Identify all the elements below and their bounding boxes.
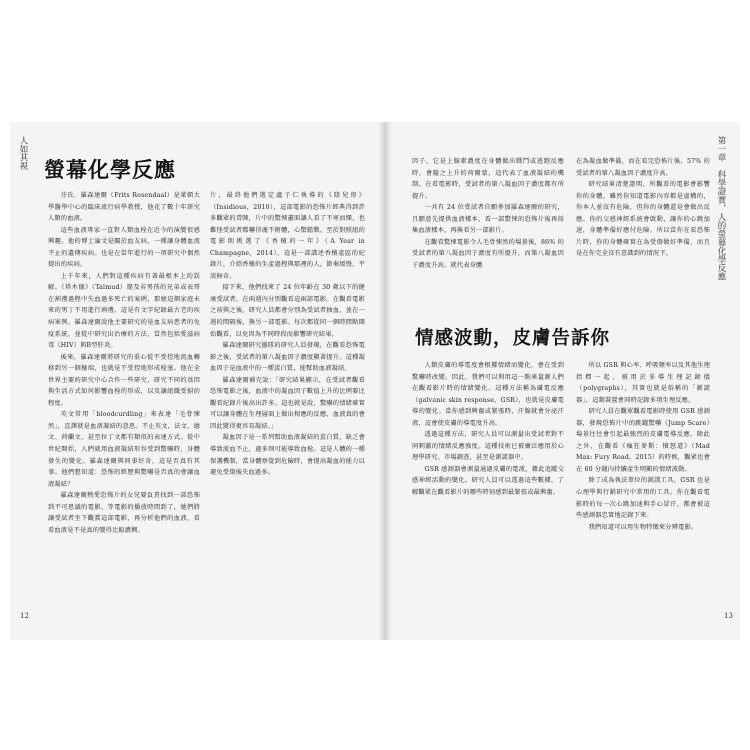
paragraph: 這些血液專家一直對人類血栓在近今的演變很感興趣。他的博士論文是關於血友病，一種讓身體血流不止的遺傳疾病。也是在當年進行的一項研究中偶然提出的疾病。 <box>48 226 200 269</box>
right-column-2-top <box>576 156 710 306</box>
book-gutter <box>378 122 392 640</box>
chapter-section-heading: 螢幕化學反應 <box>44 157 176 182</box>
paragraph: 我們知道可以用生物特徵來分辨電影。 <box>588 523 698 531</box>
paragraph: 除了成為執法單位的測謊工具，GSR 也是心理學與行銷研究中常用的工具。你在觀看電影時的每一次心跳加速與手心冒汗，都會被這些感測器忠實地記錄下來。 <box>576 477 710 520</box>
left-running-head: 人如其視 <box>18 136 28 170</box>
left-column-1 <box>48 190 200 536</box>
right-column-2-bottom <box>576 360 710 622</box>
paragraph: 芬氏．羅森達爾（Frits Rosendaal）是萊頓大學醫學中心的臨床流行病學教授，他花了數十年研究人類的血液。 <box>48 192 200 223</box>
right-column-1-bottom <box>412 360 564 622</box>
paragraph: 接下來，他們找來了 24 位年齡在 30 歲以下的健康受試者，在兩週內分別觀看這兩部電影。在觀看電影之前與之後，研究人員都會分別為受試者抽血，並在一週的間隔後，換另一部電影。每次都從同一個時間點開始觀看，以免因為不同時段而影響研究結果。 <box>210 284 365 338</box>
paragraph: 羅森達爾熱愛恐怖片的女兒要負責找到一部恐怖到不可思議的電影，等電影的播放時間到了，她們將讓受試者坐下觀賞這部電影，再分析他們的血液，看看血液是不是真的變得比較濃稠。 <box>48 492 200 534</box>
paragraph: 研究結果清楚證明，所觀看的電影會影響你的身體，雖然你知道電影內容都是虛構的，你本人並沒有危險，但你的身體還是會做出反應。你的交感神經系統會啟動，讓你的心跳加速，身體準備好應付危險。所以當你在看恐怖片時，你的身體確實在為受傷做好準備，而且是在你完全沒有意識到的情況下。 <box>576 181 710 258</box>
paragraph: 人類皮膚的導電度會根據情緒而變化，會在受到驚嚇時改變。因此，我們可以利用這一點來量測人們在觀看影片時的情緒變化。這種方法稱為膚電反應（galvanic skin response，GSR），也就是皮膚電導的變化。當你感到興奮或緊張時，汗腺就會分泌汗液，這會使皮膚的導電度升高。 <box>412 362 564 427</box>
paragraph: 片，最終他們選定盧子仁執導的《陰兒房》（Insidious，2010），這部電影的恐怖片經典得到許多觀眾的青睞，片中的驚悚畫面讓人看了不寒而慄，也難怪受試者都嚇得魂不附體，心驚膽戰。至於對照組的電影則挑選了《香檳的一年》（A Year in Champagne，2014），這是一部講述香檳產區的紀錄片，介紹香檳的生產過程與那裡的人，節奏緩慢，平淡無奇。 <box>210 192 365 280</box>
right-running-head: 第一章 科學證實，人的螢幕化學反應 <box>716 136 726 281</box>
left-page-number: 12 <box>20 612 29 620</box>
paragraph: 透過這種方法，研究人員可以測量出受試者對不同刺激的情緒反應強度。這種技術已被廣泛應用於心理學研究、市場調查，甚至是測謊器中。 <box>412 431 564 462</box>
paragraph: 凝血因子是一系列幫助血液凝結的蛋白質，缺乏會導致流血不止，過多則可能導致血栓。這是人體的一種保護機制，當身體察覺到危險時，會提高凝血的能力以避免受傷後失血過多。 <box>210 434 365 477</box>
left-column-2 <box>210 190 365 479</box>
right-page-number: 13 <box>724 612 733 620</box>
paragraph: 因子，它是上腺素濃度在身體做出戰鬥或逃跑反應時，會隨之上升的荷爾蒙，這代表了血液凝結的機制。在看電影時，受試者的第八凝血因子濃度都有所提升。 <box>412 158 564 200</box>
paragraph: 羅森達爾補充說：「研究結果顯示，在受試者觀看恐怖電影之後，血液中的凝血因子數值上升的比例要比觀看紀錄片後高出許多。這也就是說，驚嚇的情緒確實可以讓身體在生理層面上做出相應的反應，血液真的會因此變得更容易凝結。」 <box>210 376 365 430</box>
paragraph: 上千年來，人們對這種疾病有著最根本上的誤解。《塔木德》（Talmud）提及若男孩的兄弟或表哥在割禮過程中失血過多死亡的案例，那麼這個家庭未來的男丁不用進行割禮。這是有文字紀錄最古老的疾病案例。羅森達爾說他主要研究的是血友病患者的免疫系統，並從中研究出治療的方法，當然包括愛滋病毒（HIV）與B型肝炎。 <box>48 272 200 350</box>
paragraph: 一共有 24 位受試者自願參加羅森達爾的研究，且願意先提供血液樣本，看一部驚悚的恐怖片後再採集血液樣本，再換看另一部影片。 <box>412 204 564 235</box>
paragraph: 後來，羅森達爾將研究的重心從不受控地流血轉移到另一個極端，也就是不受控地形成栓塞。他在全世界主要的研究中心合作一些研究，研究不同的基因與生活方式如何影響血栓的形成，以及讓組織受損的程度。 <box>48 353 200 407</box>
section-heading: 情感波動，皮膚告訴你 <box>415 328 611 349</box>
book-spread <box>10 122 740 640</box>
paragraph: 英文常用「bloodcurdling」來表達「毛骨悚然」，直譯就是血液凝結的意思。不止英文，法文、德文、荷蘭文，甚至拉丁文都有類似的表達方式。從中世紀開始，人們就用血液凝結形容受到驚嚇時，身體發生的變化。羅森達爾與同事好奇，這是否真有其事。他們想知道：恐怖的經歷與驚嚇是否真的會讓血液凝結？ <box>48 411 200 488</box>
paragraph: GSR 感測器會測量通過皮膚的電流，藉此追蹤交感神經活動的變化。研究人員可以透過這些數據，了解觀眾在觀看影片的哪些時刻感到最緊張或最興奮。 <box>412 465 564 497</box>
paragraph: 在為凝血做準備，而在看完恐怖片後，57% 的受試者的第八凝血因子濃度升高。 <box>576 158 710 177</box>
paragraph: 在觀看驚悚電影令人毛骨悚然的場景後，86% 的受試者的第八凝血因子濃度有所提升，而第八凝血因子濃度升高，就代表身體 <box>412 238 564 269</box>
right-column-1-top <box>412 156 564 306</box>
paragraph: 所以 GSR 與心率、呼吸頻率以及其他生理指標一起，被用於多導生理記錄儀（polygraphs），其實也就是俗稱的「測謊器」，這類裝置會同時記錄多項生理反應。 <box>576 362 710 404</box>
paragraph: 羅森達爾研究團隊的研究人員發現，在觀看恐怖電影之後，受試者的第八凝血因子濃度顯著提升。這種凝血因子是血液中的一種蛋白質，能幫助血液凝結。 <box>210 342 365 373</box>
paragraph: 研究人員在觀眾觀看電影時使用 GSR 感測器，發現恐怖片中的跳躍驚嚇（Jump Scare）場景往往會引起最強烈的皮膚電導反應。除此之外，在觀看《瘋狂麥斯：憤怒道》（Mad Max: Fury Road，2015）的時候，觀眾也會在 60 分鐘內持續產生明顯的情緒波動。 <box>576 408 710 473</box>
